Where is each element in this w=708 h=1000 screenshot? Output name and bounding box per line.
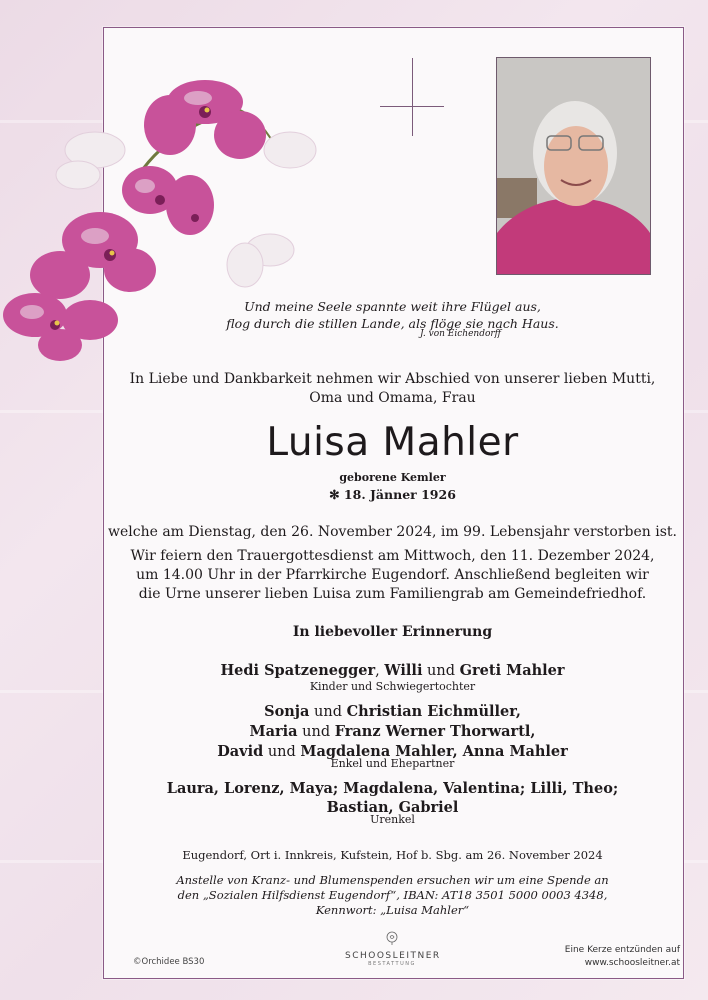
relation-label: Enkel und Ehepartner	[330, 757, 455, 770]
donation-line-1: Anstelle von Kranz- und Blumenspenden ersuchen wir um eine Spende an	[176, 873, 609, 887]
quote	[103, 298, 682, 332]
intro-line-2: Oma und Omama, Frau	[309, 390, 476, 406]
mourner-name: Christian Eichmüller	[346, 703, 516, 720]
candle-text: Eine Kerze entzünden auf	[564, 945, 680, 955]
funeral-line-1: Wir feiern den Trauergottesdienst am Mittwoch, den 11. Dezember 2024,	[130, 548, 655, 564]
quote-line-1: Und meine Seele spannte weit ihre Flügel aus,	[244, 299, 541, 314]
mourner-name: Greti Mahler	[459, 662, 565, 679]
mourner-name: Franz Werner Thorwartl	[334, 723, 531, 740]
logo-subtitle: BESTATTUNG	[368, 961, 416, 967]
logo-name: SCHOOSLEITNER	[345, 951, 441, 961]
funeral-info	[103, 547, 682, 604]
funeral-home-logo	[345, 930, 439, 967]
memory-heading: In liebevoller Erinnerung	[292, 624, 493, 640]
mourners-group-3	[103, 779, 682, 817]
intro-line-1: In Liebe und Dankbarkeit nehmen wir Abschied von unserer lieben Mutti,	[129, 371, 656, 387]
donation-request	[103, 873, 682, 918]
birth-date-line	[103, 487, 682, 502]
name-separator: ,	[530, 723, 536, 740]
mourner-name: Magdalena Mahler, Anna Mahler	[300, 743, 568, 760]
name-separator: ,	[375, 663, 385, 679]
intro-text	[103, 370, 682, 408]
donation-line-2: den „Sozialen Hilfsdienst Eugendorf“, IBAN: AT18 3501 5000 0003 4348,	[177, 888, 608, 902]
mourner-name: David	[217, 743, 264, 760]
birth-date: 18. Jänner 1926	[343, 487, 456, 502]
born-name: geborene Kemler	[339, 471, 446, 484]
funeral-line-2: um 14.00 Uhr in der Pfarrkirche Eugendorf. Anschließend begleiten wir	[136, 567, 649, 583]
funeral-line-3: die Urne unserer lieben Luisa zum Familiengrab am Gemeindefriedhof.	[138, 586, 647, 602]
mourners-group-1	[103, 662, 682, 679]
mourner-name: Willi	[384, 662, 423, 679]
death-notice: welche am Dienstag, den 26. November 2024, im 99. Lebensjahr verstorben ist.	[108, 524, 677, 540]
candle-link[interactable]	[565, 944, 680, 970]
mourners-line: Laura, Lorenz, Maya; Magdalena, Valentina; Lilli, Theo;	[166, 780, 619, 797]
cross-icon	[412, 58, 413, 136]
name-separator: und	[422, 663, 460, 679]
quote-line-2: flog durch die stillen Lande, als flöge sie nach Haus.	[226, 316, 559, 331]
mourner-name: Maria	[249, 723, 298, 740]
rose-logo-icon	[385, 931, 399, 945]
name-separator: und	[263, 744, 301, 760]
mourners-line: Bastian, Gabriel	[326, 799, 459, 816]
place-date: Eugendorf, Ort i. Innkreis, Kufstein, Hof b. Sbg. am 26. November 2024	[182, 848, 603, 862]
mourners-line	[103, 722, 682, 742]
mourners-line	[103, 702, 682, 722]
mourner-name: Sonja	[264, 703, 310, 720]
deceased-name: Luisa Mahler	[266, 420, 519, 465]
cross-icon-bar	[380, 106, 444, 107]
mourner-name: Hedi Spatzenegger	[220, 662, 376, 679]
image-credit: ©Orchidee BS30	[133, 957, 205, 967]
birth-star-icon: ✻	[329, 487, 340, 502]
relation-label: Urenkel	[370, 813, 415, 826]
relation-label: Kinder und Schwiegertochter	[309, 680, 476, 693]
name-separator: und	[309, 704, 347, 720]
mourners-group-2	[103, 702, 682, 762]
candle-url[interactable]: www.schoosleitner.at	[584, 958, 680, 968]
portrait-photo	[496, 57, 651, 275]
name-separator: ,	[515, 703, 521, 720]
name-separator: und	[297, 724, 335, 740]
quote-author: J. von Eichendorff	[420, 329, 502, 339]
donation-line-3: Kennwort: „Luisa Mahler“	[315, 903, 470, 917]
